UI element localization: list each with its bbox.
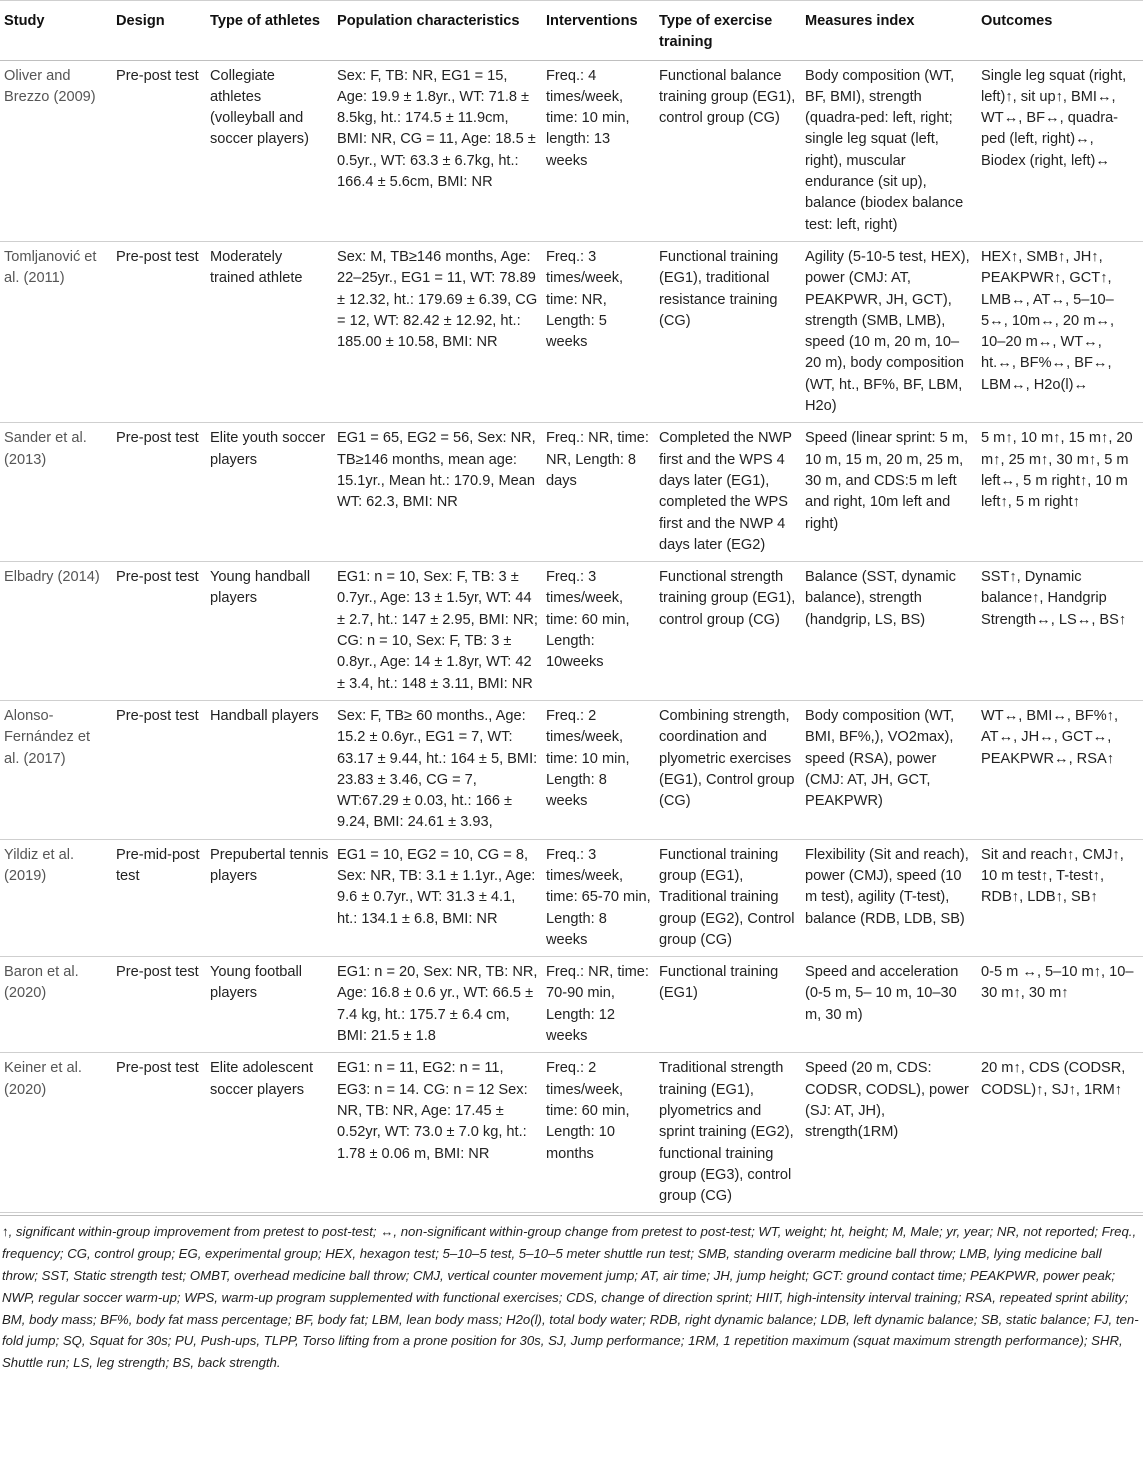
cell-measures-index: Flexibility (Sit and reach), power (CMJ), speed (10 m test), agility (T-test), balance (RDB, LDB, SB) [801,839,977,956]
cell-population-characteristics: Sex: F, TB: NR, EG1 = 15, Age: 19.9 ± 1.8yr., WT: 71.8 ± 8.5kg, ht.: 174.5 ± 11.9cm, BMI: NR, CG = 11, Age: 18.5 ± 0.5yr., WT: 63.3 ± 6.7kg, ht.: 166.4 ± 5.6cm, BMI: NR [333,60,542,241]
table-header-row [0,1,1143,61]
table-footnote: ↑, significant within-group improvement from pretest to post-test; ↔, non-significant within-group change from pretest to post-test; WT, weight; ht, height; M, Male; yr, year; NR, not reported; Freq., frequency; CG, control group; EG, experimental group; HEX, hexagon test; 5–10–5 test, 5–10–5 meter shuttle run test; SMB, standing overarm medicine ball throw; LMB, lying medicine ball throw; SST, Static strength test; OMBT, overhead medicine ball throw; CMJ, vertical counter movement jump; AT, air time; JH, jump height; GCT: ground contact time; PEAKPWR, power peak; NWP, regular soccer warm-up; WPS, warm-up program supplemented with functional exercises; CDS, change of direction sprint; HIIT, high-intensity interval training; RSA, repeated sprint ability; BM, body mass; BF%, body fat mass percentage; BF, body fat; LBM, lean body mass; H2o(l), total body water; RDB, right dynamic balance; LDB, left dynamic balance; SB, static balance; FJ, ten-fold jump; SQ, Squat for 30s; PU, Push-ups, TLPP, Torso lifting from a prone position for 30s, SJ, Jump performance; 1RM, 1 repetition maximum (squat maximum strength performance); SHR, Shuttle run; LS, leg strength; BS, back strength. [2,1224,1139,1371]
cell-design: Pre-post test [112,241,206,422]
cell-interventions: Freq.: 3 times/week, time: 60 min, Length: 10weeks [542,562,655,701]
header-interventions: Interventions [542,1,655,61]
cell-study: Baron et al. (2020) [0,957,112,1053]
header-type-of-athletes: Type of athletes [206,1,333,61]
cell-type-of-exercise-training: Functional strength training group (EG1), control group (CG) [655,562,801,701]
cell-measures-index: Balance (SST, dynamic balance), strength (handgrip, LS, BS) [801,562,977,701]
table-row [0,1053,1143,1213]
cell-population-characteristics: EG1 = 65, EG2 = 56, Sex: NR, TB≥146 months, mean age: 15.1yr., Mean ht.: 170.9, Mean WT: 62.3, BMI: NR [333,423,542,562]
cell-interventions: Freq.: NR, time: NR, Length: 8 days [542,423,655,562]
cell-measures-index: Speed (linear sprint: 5 m, 10 m, 15 m, 20 m, 25 m, 30 m, and CDS:5 m left and right, 10m left and right) [801,423,977,562]
cell-type-of-exercise-training: Functional training (EG1), traditional resistance training (CG) [655,241,801,422]
table-row [0,839,1143,956]
cell-measures-index: Speed (20 m, CDS: CODSR, CODSL), power (SJ: AT, JH), strength(1RM) [801,1053,977,1213]
table-body [0,60,1143,1213]
cell-type-of-athletes: Collegiate athletes (volleyball and soccer players) [206,60,333,241]
cell-population-characteristics: EG1: n = 20, Sex: NR, TB: NR, Age: 16.8 ± 0.6 yr., WT: 66.5 ± 7.4 kg, ht.: 175.7 ± 6.4 cm, BMI: 21.5 ± 1.8 [333,957,542,1053]
cell-type-of-athletes: Prepubertal tennis players [206,839,333,956]
cell-outcomes: Single leg squat (right, left)↑, sit up↑, BMI↔, WT↔, BF↔, quadra-ped (left, right)↔, Biodex (right, left)↔ [977,60,1143,241]
cell-population-characteristics: EG1 = 10, EG2 = 10, CG = 8, Sex: NR, TB: 3.1 ± 1.1yr., Age: 9.6 ± 0.7yr., WT: 31.3 ± 4.1, ht.: 134.1 ± 6.8, BMI: NR [333,839,542,956]
cell-measures-index: Agility (5-10-5 test, HEX), power (CMJ: AT, PEAKPWR, JH, GCT), strength (SMB, LMB), speed (10 m, 20 m, 10–20 m), body composition (WT, ht., BF%, BF, LBM, H2o) [801,241,977,422]
table-row [0,562,1143,701]
cell-outcomes: WT↔, BMI↔, BF%↑, AT↔, JH↔, GCT↔, PEAKPWR↔, RSA↑ [977,700,1143,839]
cell-population-characteristics: EG1: n = 11, EG2: n = 11, EG3: n = 14. CG: n = 12 Sex: NR, TB: NR, Age: 17.45 ± 0.52yr, WT: 73.0 ± 7.0 kg, ht.: 1.78 ± 0.06 m, BMI: NR [333,1053,542,1213]
cell-design: Pre-mid-post test [112,839,206,956]
table-row [0,60,1143,241]
cell-design: Pre-post test [112,957,206,1053]
header-outcomes: Outcomes [977,1,1143,61]
cell-type-of-athletes: Handball players [206,700,333,839]
cell-interventions: Freq.: 4 times/week, time: 10 min, length: 13 weeks [542,60,655,241]
cell-design: Pre-post test [112,562,206,701]
cell-study: Elbadry (2014) [0,562,112,701]
cell-design: Pre-post test [112,423,206,562]
header-design: Design [112,1,206,61]
cell-measures-index: Speed and acceleration (0-5 m, 5– 10 m, 10–30 m, 30 m) [801,957,977,1053]
table-row [0,241,1143,422]
cell-design: Pre-post test [112,60,206,241]
cell-type-of-athletes: Elite adolescent soccer players [206,1053,333,1213]
cell-study: Oliver and Brezzo (2009) [0,60,112,241]
cell-interventions: Freq.: 3 times/week, time: 65-70 min, Length: 8 weeks [542,839,655,956]
cell-type-of-athletes: Young football players [206,957,333,1053]
cell-study: Alonso-Fernández et al. (2017) [0,700,112,839]
cell-type-of-exercise-training: Combining strength, coordination and plyometric exercises (EG1), Control group (CG) [655,700,801,839]
cell-type-of-athletes: Elite youth soccer players [206,423,333,562]
header-study: Study [0,1,112,61]
table-row [0,957,1143,1053]
cell-measures-index: Body composition (WT, BMI, BF%,), VO2max), speed (RSA), power (CMJ: AT, JH, GCT, PEAKPWR) [801,700,977,839]
header-type-of-exercise-training: Type of exercise training [655,1,801,61]
cell-population-characteristics: EG1: n = 10, Sex: F, TB: 3 ± 0.7yr., Age: 13 ± 1.5yr, WT: 44 ± 2.7, ht.: 147 ± 2.95, BMI: NR; CG: n = 10, Sex: F, TB: 3 ± 0.8yr., Age: 14 ± 1.8yr, WT: 42 ± 3.4, ht.: 148 ± 3.11, BMI: NR [333,562,542,701]
header-population-characteristics: Population characteristics [333,1,542,61]
cell-type-of-athletes: Young handball players [206,562,333,701]
cell-outcomes: SST↑, Dynamic balance↑, Handgrip Strength↔, LS↔, BS↑ [977,562,1143,701]
cell-study: Yildiz et al. (2019) [0,839,112,956]
cell-interventions: Freq.: 3 times/week, time: NR, Length: 5 weeks [542,241,655,422]
cell-type-of-athletes: Moderately trained athlete [206,241,333,422]
cell-outcomes: 0-5 m ↔, 5–10 m↑, 10–30 m↑, 30 m↑ [977,957,1143,1053]
cell-outcomes: Sit and reach↑, CMJ↑, 10 m test↑, T-test↑, RDB↑, LDB↑, SB↑ [977,839,1143,956]
cell-type-of-exercise-training: Traditional strength training (EG1), plyometrics and sprint training (EG2), functional training group (EG3), control group (CG) [655,1053,801,1213]
cell-design: Pre-post test [112,700,206,839]
cell-measures-index: Body composition (WT, BF, BMI), strength (quadra-ped: left, right; single leg squat (left, right), muscular endurance (sit up), balance (biodex balance test: left, right) [801,60,977,241]
table-row [0,700,1143,839]
cell-design: Pre-post test [112,1053,206,1213]
cell-interventions: Freq.: 2 times/week, time: 10 min, Length: 8 weeks [542,700,655,839]
cell-interventions: Freq.: NR, time: 70-90 min, Length: 12 weeks [542,957,655,1053]
cell-type-of-exercise-training: Functional training group (EG1), Traditional training group (EG2), Control group (CG) [655,839,801,956]
cell-population-characteristics: Sex: M, TB≥146 months, Age: 22–25yr., EG1 = 11, WT: 78.89 ± 12.32, ht.: 179.69 ± 6.39, CG = 12, WT: 82.42 ± 12.92, ht.: 185.00 ± 10.58, BMI: NR [333,241,542,422]
table-bottom-rule [0,1215,1143,1216]
cell-interventions: Freq.: 2 times/week, time: 60 min, Length: 10 months [542,1053,655,1213]
cell-study: Keiner et al. (2020) [0,1053,112,1213]
cell-study: Tomljanović et al. (2011) [0,241,112,422]
table-row [0,423,1143,562]
cell-type-of-exercise-training: Functional balance training group (EG1), control group (CG) [655,60,801,241]
cell-population-characteristics: Sex: F, TB≥ 60 months., Age: 15.2 ± 0.6yr., EG1 = 7, WT: 63.17 ± 9.44, ht.: 164 ± 5, BMI: 23.83 ± 3.46, CG = 7, WT:67.29 ± 0.03, ht.: 166 ± 9.24, BMI: 24.61 ± 3.93, [333,700,542,839]
cell-outcomes: 20 m↑, CDS (CODSR, CODSL)↑, SJ↑, 1RM↑ [977,1053,1143,1213]
cell-outcomes: HEX↑, SMB↑, JH↑, PEAKPWR↑, GCT↑, LMB↔, AT↔, 5–10–5↔, 10m↔, 20 m↔, 10–20 m↔, WT↔, ht.↔, BF%↔, BF↔, LBM↔, H2o(l)↔ [977,241,1143,422]
cell-type-of-exercise-training: Functional training (EG1) [655,957,801,1053]
header-measures-index: Measures index [801,1,977,61]
cell-type-of-exercise-training: Completed the NWP first and the WPS 4 days later (EG1), completed the WPS first and the NWP 4 days later (EG2) [655,423,801,562]
cell-study: Sander et al. (2013) [0,423,112,562]
cell-outcomes: 5 m↑, 10 m↑, 15 m↑, 20 m↑, 25 m↑, 30 m↑, 5 m left↔, 5 m right↑, 10 m left↑, 5 m right↑ [977,423,1143,562]
